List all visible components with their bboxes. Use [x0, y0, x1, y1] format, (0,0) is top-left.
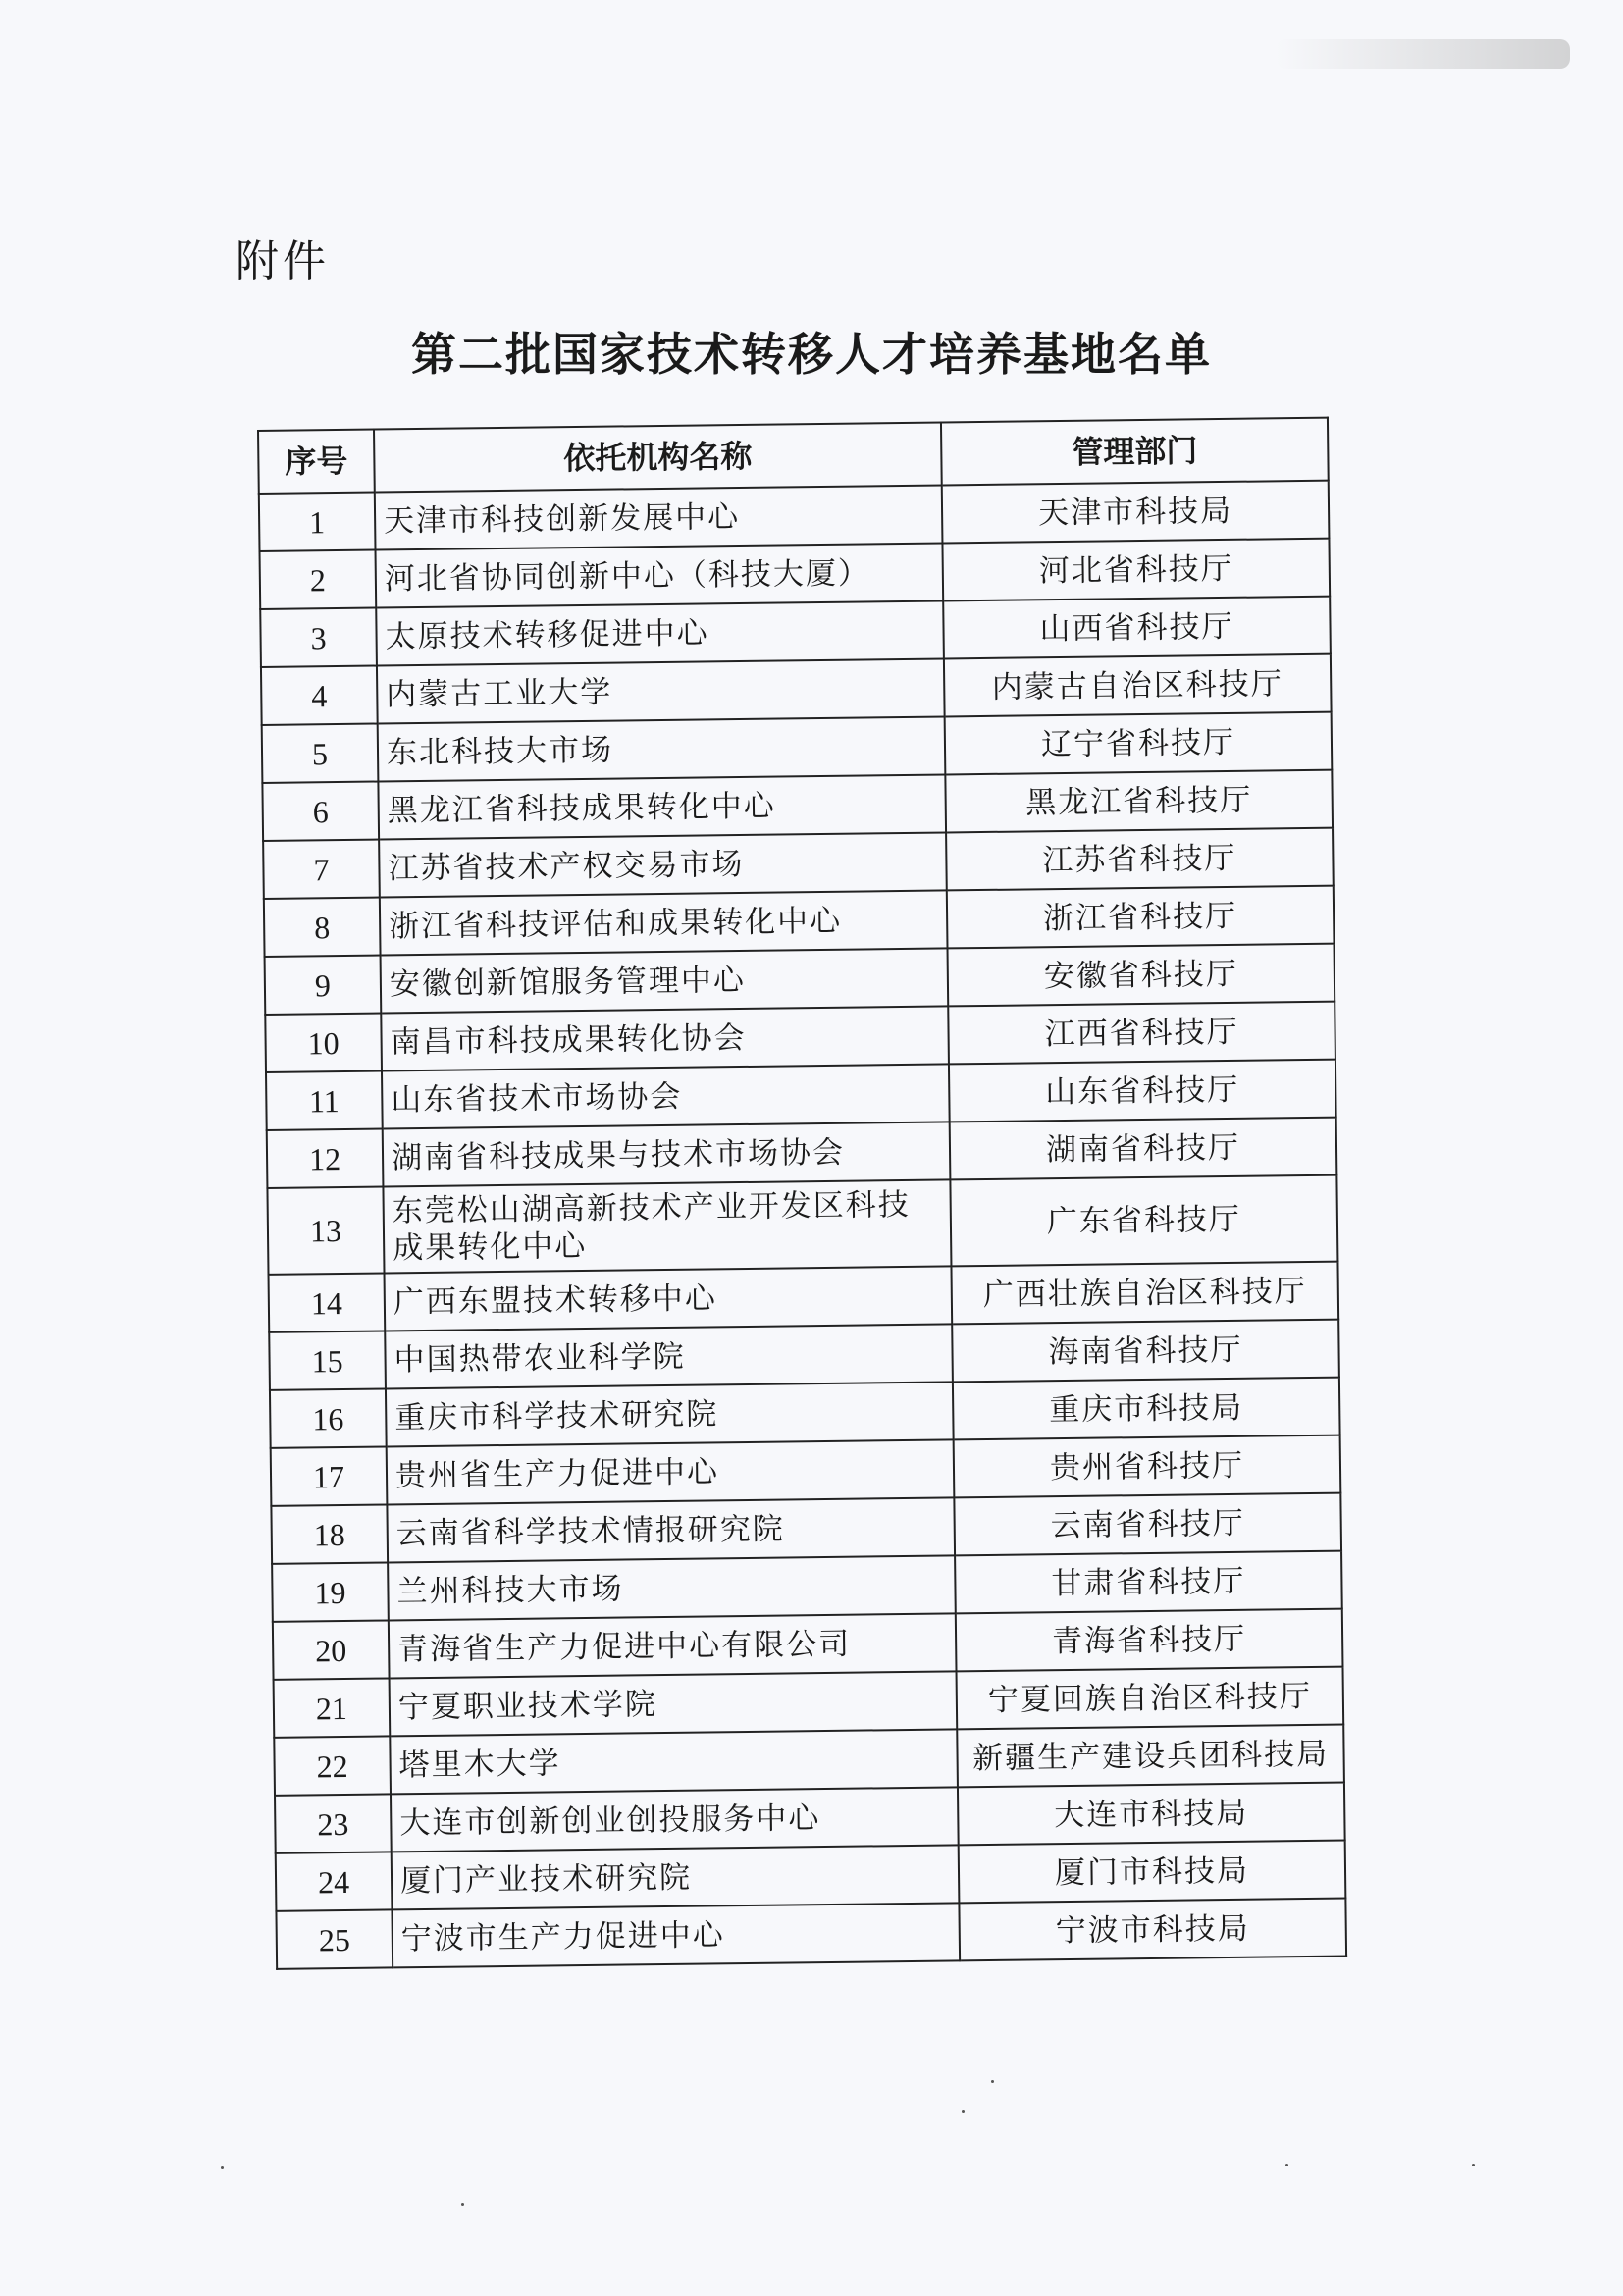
institution-name: 太原技术转移促进中心: [376, 600, 944, 665]
managing-department: 天津市科技局: [942, 481, 1330, 544]
institution-name: 山东省技术市场协会: [382, 1064, 950, 1128]
row-number: 22: [274, 1736, 391, 1795]
row-number: 25: [276, 1909, 393, 1968]
row-number: 14: [269, 1273, 386, 1331]
managing-department: 安徽省科技厅: [948, 944, 1335, 1007]
managing-department: 宁波市科技局: [959, 1899, 1346, 1961]
managing-department: 山东省科技厅: [949, 1060, 1336, 1122]
row-number: 4: [261, 666, 378, 725]
managing-department: 厦门市科技局: [959, 1841, 1346, 1904]
managing-department: 宁夏回族自治区科技厅: [957, 1667, 1344, 1730]
managing-department: 内蒙古自治区科技厅: [944, 654, 1332, 717]
managing-department: 甘肃省科技厅: [955, 1551, 1342, 1614]
managing-department: 贵州省科技厅: [954, 1435, 1341, 1498]
managing-department: 新疆生产建设兵团科技局: [957, 1725, 1344, 1788]
row-number: 20: [273, 1620, 390, 1679]
scan-speck: [1472, 2164, 1475, 2166]
institution-name: 广西东盟技术转移中心: [385, 1266, 953, 1331]
managing-department: 广西壮族自治区科技厅: [951, 1262, 1338, 1325]
institution-name: 贵州省生产力促进中心: [387, 1439, 955, 1504]
scan-speck: [991, 2080, 994, 2083]
row-number: 1: [259, 493, 376, 551]
institution-name: 大连市创新创业创投服务中心: [391, 1787, 959, 1852]
institution-name: 宁波市生产力促进中心: [392, 1903, 960, 1967]
institution-name: 东北科技大市场: [378, 716, 946, 781]
managing-department: 黑龙江省科技厅: [945, 770, 1333, 833]
row-number: 23: [275, 1794, 392, 1852]
managing-department: 云南省科技厅: [954, 1493, 1341, 1556]
row-number: 18: [271, 1504, 388, 1563]
managing-department: 海南省科技厅: [952, 1320, 1339, 1383]
institution-name: 江苏省技术产权交易市场: [379, 832, 947, 897]
row-number: 12: [267, 1128, 384, 1187]
institution-name: 云南省科学技术情报研究院: [387, 1497, 955, 1562]
institution-name: 黑龙江省科技成果转化中心: [378, 774, 946, 839]
managing-department: 江西省科技厅: [948, 1002, 1335, 1065]
row-number: 15: [269, 1331, 386, 1389]
row-number: 6: [262, 782, 379, 841]
managing-department: 辽宁省科技厅: [945, 712, 1333, 775]
institution-name: 天津市科技创新发展中心: [375, 485, 943, 549]
row-number: 10: [265, 1014, 382, 1072]
managing-department: 青海省科技厅: [956, 1609, 1343, 1672]
row-number: 9: [265, 956, 382, 1015]
table-body: [259, 481, 1346, 1969]
institution-name: 塔里木大学: [390, 1729, 958, 1794]
institution-name: 宁夏职业技术学院: [390, 1671, 958, 1736]
base-list-table: [257, 417, 1347, 1970]
managing-department: 湖南省科技厅: [950, 1118, 1337, 1180]
column-header-institution: 依托机构名称: [374, 422, 942, 492]
scan-speck: [461, 2203, 464, 2206]
institution-name: 浙江省科技评估和成果转化中心: [380, 890, 948, 955]
row-number: 7: [263, 840, 380, 899]
table-row: [276, 1899, 1346, 1969]
institution-name: 重庆市科学技术研究院: [386, 1382, 954, 1446]
row-number: 8: [264, 898, 381, 957]
table-row: [267, 1175, 1337, 1275]
institution-name: 东莞松山湖高新技术产业开发区科技成果转化中心: [383, 1179, 951, 1273]
institution-name: 中国热带农业科学院: [385, 1324, 953, 1388]
row-number: 19: [272, 1562, 389, 1621]
institution-name: 兰州科技大市场: [388, 1555, 956, 1620]
institution-name: 内蒙古工业大学: [377, 658, 945, 723]
managing-department: 重庆市科技局: [953, 1378, 1340, 1440]
managing-department: 大连市科技局: [958, 1783, 1345, 1846]
scan-speck: [962, 2110, 965, 2113]
institution-name: 河北省协同创新中心（科技大厦）: [376, 543, 944, 607]
row-number: 17: [271, 1446, 388, 1505]
scan-speck: [221, 2166, 224, 2169]
managing-department: 河北省科技厅: [942, 539, 1330, 601]
institution-name: 湖南省科技成果与技术市场协会: [383, 1122, 951, 1186]
row-number: 21: [274, 1678, 391, 1737]
row-number: 24: [276, 1852, 393, 1910]
row-number: 16: [270, 1388, 387, 1447]
managing-department: 山西省科技厅: [943, 597, 1331, 659]
scan-shadow: [1276, 39, 1570, 69]
document-title: 第二批国家技术转移人才培养基地名单: [411, 328, 1212, 381]
row-number: 13: [267, 1186, 384, 1274]
managing-department: 广东省科技厅: [950, 1175, 1337, 1267]
row-number: 11: [266, 1070, 383, 1129]
row-number: 2: [260, 550, 377, 609]
column-header-department: 管理部门: [941, 418, 1329, 486]
scan-speck: [1285, 2164, 1288, 2166]
column-header-number: 序号: [258, 430, 375, 494]
row-number: 5: [262, 724, 379, 783]
institution-name: 厦门产业技术研究院: [392, 1845, 960, 1909]
institution-name: 安徽创新馆服务管理中心: [381, 948, 949, 1013]
managing-department: 浙江省科技厅: [947, 886, 1335, 949]
institution-name: 青海省生产力促进中心有限公司: [389, 1613, 957, 1678]
row-number: 3: [260, 608, 377, 667]
attachment-label: 附件: [236, 236, 330, 287]
institution-name: 南昌市科技成果转化协会: [381, 1006, 949, 1070]
managing-department: 江苏省科技厅: [946, 828, 1334, 891]
